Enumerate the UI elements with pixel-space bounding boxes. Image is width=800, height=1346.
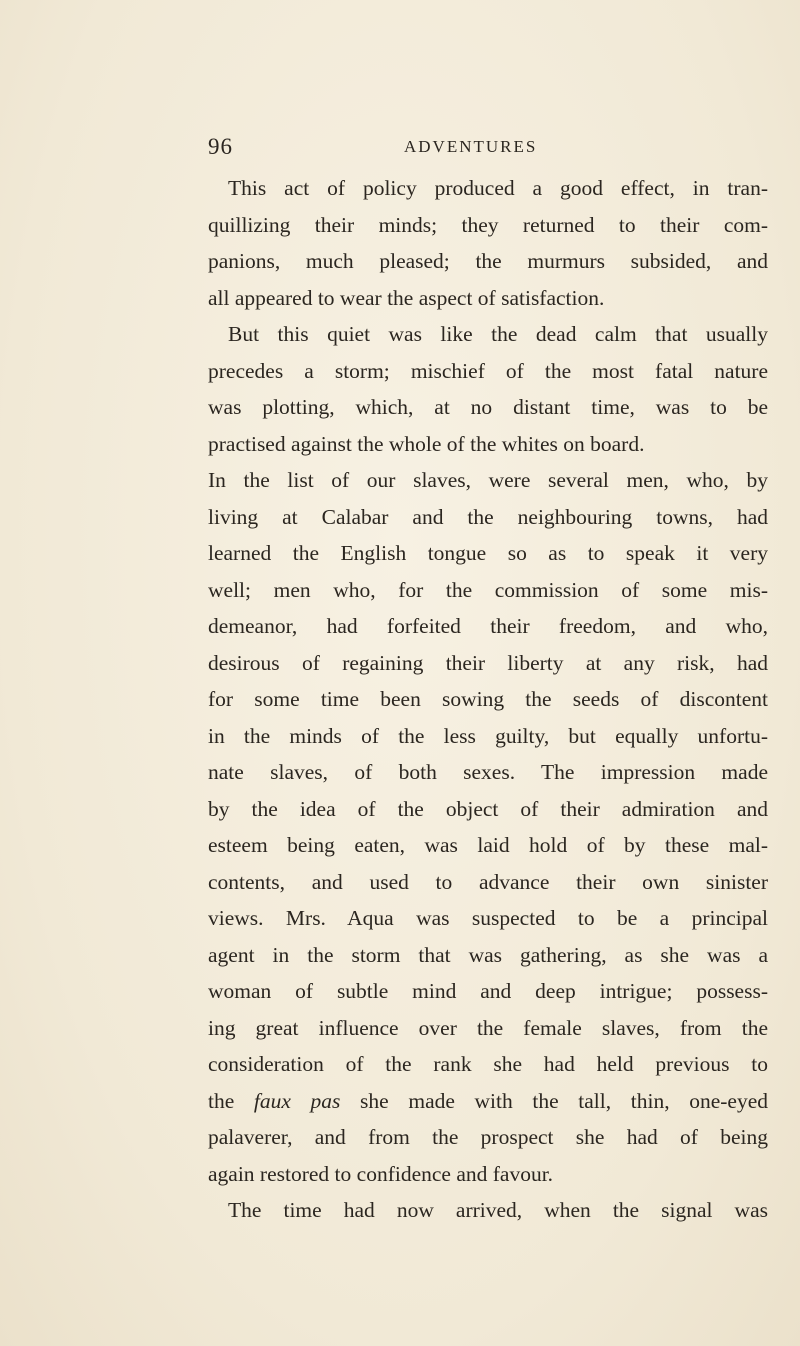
text-line: But this quiet was like the dead calm that usually (228, 322, 768, 346)
text-line: well; men who, for the commission of some mis- (208, 577, 768, 602)
text-line: precedes a storm; mischief of the most fatal nature (208, 358, 768, 383)
text-line: In the list of our slaves, were several men, who, by (208, 468, 768, 492)
text-line: for some time been sowing the seeds of discontent (208, 687, 768, 711)
page-header (0, 134, 800, 164)
text-line: again restored to confidence and favour. (208, 1161, 554, 1186)
text-line: esteem being eaten, was laid hold of by these mal- (208, 833, 768, 857)
text-line: demeanor, had forfeited their freedom, and who, (208, 614, 768, 638)
text-line: all appeared to wear the aspect of satisfaction. (208, 285, 605, 310)
text-line: learned the English tongue so as to speak it very (208, 541, 768, 565)
text-line: contents, and used to advance their own sinister (208, 869, 768, 894)
text-segment: she made with the tall, thin, one-eyed (340, 1088, 768, 1113)
text-line: panions, much pleased; the murmurs subsided, and (208, 249, 768, 273)
text-line (208, 1083, 768, 1120)
text-segment: the (208, 1088, 254, 1113)
text-line: agent in the storm that was gathering, as she was a (208, 942, 768, 967)
text-line: woman of subtle mind and deep intrigue; possess- (208, 979, 768, 1003)
text-line: ing great influence over the female slaves, from the (208, 1015, 768, 1040)
italic-phrase: faux pas (253, 1088, 341, 1113)
text-line: The time had now arrived, when the signal was (228, 1198, 768, 1222)
text-line: desirous of regaining their liberty at any risk, had (208, 650, 768, 675)
text-line: views. Mrs. Aqua was suspected to be a principal (208, 906, 768, 930)
body-text (208, 170, 768, 1229)
text-line: nate slaves, of both sexes. The impression made (208, 760, 768, 784)
page-number: 96 (208, 134, 233, 159)
text-line: This act of policy produced a good effect, in tran- (228, 176, 768, 200)
text-line: consideration of the rank she had held previous to (208, 1052, 768, 1076)
text-line: was plotting, which, at no distant time, was to be (208, 395, 768, 419)
text-line: in the minds of the less guilty, but equally unfortu- (208, 723, 768, 748)
running-head: ADVENTURES (404, 137, 538, 156)
text-line: by the idea of the object of their admiration and (208, 796, 768, 821)
text-line: practised against the whole of the whites on board. (208, 431, 645, 456)
text-line: living at Calabar and the neighbouring towns, had (208, 504, 768, 529)
text-line: palaverer, and from the prospect she had of being (208, 1125, 768, 1149)
text-line: quillizing their minds; they returned to their com- (208, 212, 768, 237)
